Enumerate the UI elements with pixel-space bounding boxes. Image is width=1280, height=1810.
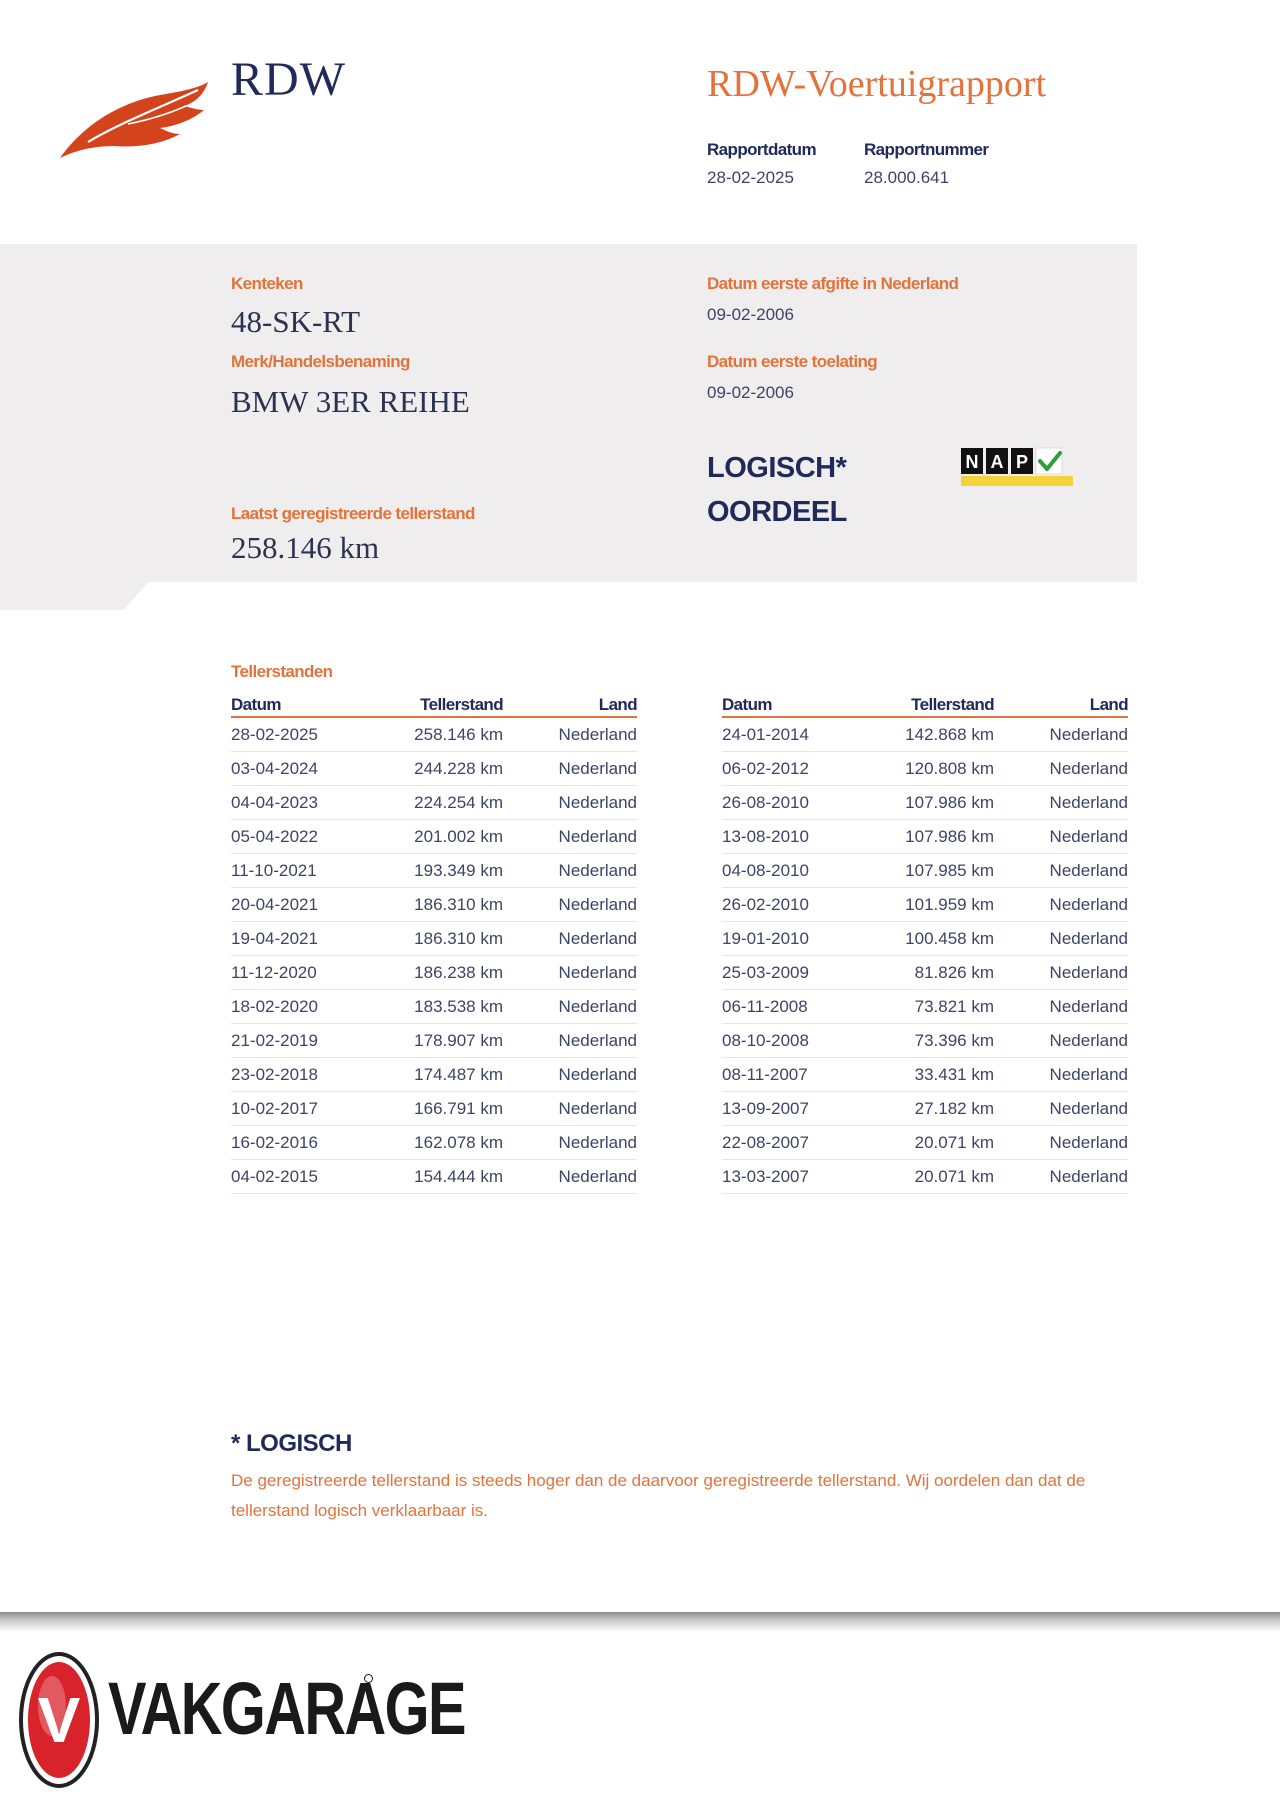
table-row	[722, 888, 1128, 922]
datum-cell: 26-02-2010	[722, 894, 809, 914]
datum-cell: 04-04-2023	[231, 792, 318, 812]
datum-cell: 04-08-2010	[722, 860, 809, 880]
land-cell: Nederland	[558, 860, 637, 880]
tellerstand-cell: 142.868 km	[905, 724, 994, 744]
table-row	[722, 854, 1128, 888]
tellerstand-cell: 178.907 km	[414, 1030, 503, 1050]
tellerstand-label: Laatst geregistreerde tellerstand	[231, 504, 475, 523]
table-row	[722, 922, 1128, 956]
land-cell: Nederland	[558, 962, 637, 982]
merk-label: Merk/Handelsbenaming	[231, 352, 410, 371]
datum-cell: 26-08-2010	[722, 792, 809, 812]
datum-cell: 25-03-2009	[722, 962, 809, 982]
tellerstand-cell: 33.431 km	[914, 1064, 994, 1084]
footer-divider	[0, 1612, 1280, 1632]
table-row	[722, 990, 1128, 1024]
tellerstand-cell: 81.826 km	[914, 962, 994, 982]
afgifte-label: Datum eerste afgifte in Nederland	[707, 274, 959, 293]
tellerstand-cell: 27.182 km	[914, 1098, 994, 1118]
column-land: Land	[1089, 695, 1128, 714]
land-cell: Nederland	[1049, 894, 1128, 914]
footnote-title: * LOGISCH	[231, 1430, 352, 1457]
land-cell: Nederland	[558, 928, 637, 948]
table-row	[231, 820, 637, 854]
land-cell: Nederland	[1049, 1098, 1128, 1118]
land-cell: Nederland	[1049, 1030, 1128, 1050]
land-cell: Nederland	[1049, 1132, 1128, 1152]
table-row	[231, 922, 637, 956]
afgifte-value: 09-02-2006	[707, 305, 794, 324]
datum-cell: 19-04-2021	[231, 928, 318, 948]
land-cell: Nederland	[558, 724, 637, 744]
vakgarage-logo-icon	[18, 1650, 100, 1790]
table-row	[722, 820, 1128, 854]
verdict-line-2: OORDEEL	[707, 496, 847, 528]
table-row	[722, 1160, 1128, 1194]
report-date-value: 28-02-2025	[707, 168, 794, 187]
land-cell: Nederland	[558, 758, 637, 778]
nap-badge-icon	[961, 446, 1073, 488]
datum-cell: 19-01-2010	[722, 928, 809, 948]
tellerstand-cell: 107.986 km	[905, 792, 994, 812]
land-cell: Nederland	[558, 894, 637, 914]
datum-cell: 10-02-2017	[231, 1098, 318, 1118]
table-row	[231, 990, 637, 1024]
datum-cell: 08-11-2007	[722, 1064, 808, 1084]
vakgarage-wordmark: VAKGARAGE	[108, 1667, 465, 1750]
nap-letter-a: A	[990, 452, 1004, 472]
column-land: Land	[598, 695, 637, 714]
land-cell: Nederland	[1049, 758, 1128, 778]
odometer-table-left	[231, 690, 637, 1194]
land-cell: Nederland	[1049, 928, 1128, 948]
table-row	[722, 786, 1128, 820]
datum-cell: 18-02-2020	[231, 996, 318, 1016]
land-cell: Nederland	[558, 792, 637, 812]
report-number-value: 28.000.641	[864, 168, 950, 187]
tellerstand-cell: 244.228 km	[414, 758, 503, 778]
table-row	[231, 888, 637, 922]
land-cell: Nederland	[1049, 1064, 1128, 1084]
table-row	[231, 1160, 637, 1194]
land-cell: Nederland	[558, 996, 637, 1016]
table-row	[722, 1092, 1128, 1126]
table-header	[231, 690, 637, 718]
odometer-table-right	[722, 690, 1128, 1194]
table-row	[722, 1024, 1128, 1058]
datum-cell: 21-02-2019	[231, 1030, 318, 1050]
tellerstand-cell: 186.310 km	[414, 928, 503, 948]
tellerstand-cell: 73.821 km	[914, 996, 994, 1016]
datum-cell: 22-08-2007	[722, 1132, 809, 1152]
footnote-text: De geregistreerde tellerstand is steeds hoger dan de daarvoor geregistreerde tellerstand. Wij oordelen dan dat de tellerstand logisch verklaarbaar is.	[231, 1471, 1086, 1520]
column-datum: Datum	[722, 695, 772, 714]
tellerstand-cell: 174.487 km	[414, 1064, 503, 1084]
datum-cell: 20-04-2021	[231, 894, 318, 914]
tellerstand-cell: 20.071 km	[914, 1132, 994, 1152]
tellerstand-cell: 162.078 km	[414, 1132, 503, 1152]
land-cell: Nederland	[1049, 962, 1128, 982]
brand-name: RDW	[231, 53, 346, 106]
tellerstand-cell: 154.444 km	[414, 1166, 503, 1186]
merk-value: BMW 3ER REIHE	[231, 384, 470, 419]
table-row	[231, 854, 637, 888]
land-cell: Nederland	[558, 1132, 637, 1152]
table-row	[722, 1058, 1128, 1092]
tellerstand-cell: 166.791 km	[414, 1098, 503, 1118]
land-cell: Nederland	[1049, 860, 1128, 880]
datum-cell: 28-02-2025	[231, 724, 318, 744]
tellerstand-cell: 183.538 km	[414, 996, 503, 1016]
land-cell: Nederland	[558, 1064, 637, 1084]
table-row	[722, 752, 1128, 786]
land-cell: Nederland	[1049, 996, 1128, 1016]
tellerstand-value: 258.146 km	[231, 530, 380, 565]
datum-cell: 11-10-2021	[231, 860, 317, 880]
toelating-label: Datum eerste toelating	[707, 352, 878, 371]
tellerstand-cell: 107.986 km	[905, 826, 994, 846]
table-body	[722, 718, 1128, 1194]
land-cell: Nederland	[1049, 826, 1128, 846]
datum-cell: 05-04-2022	[231, 826, 318, 846]
nap-letter-p: P	[1015, 452, 1029, 472]
datum-cell: 13-08-2010	[722, 826, 809, 846]
table-row	[231, 786, 637, 820]
table-row	[231, 718, 637, 752]
tellerstand-cell: 73.396 km	[914, 1030, 994, 1050]
land-cell: Nederland	[558, 1166, 637, 1186]
datum-cell: 11-12-2020	[231, 962, 317, 982]
datum-cell: 06-02-2012	[722, 758, 809, 778]
kenteken-value: 48-SK-RT	[231, 304, 361, 339]
table-row	[231, 1126, 637, 1160]
tellerstand-cell: 100.458 km	[905, 928, 994, 948]
datum-cell: 23-02-2018	[231, 1064, 318, 1084]
vehicle-info-panel	[0, 244, 1137, 610]
report-title: RDW-Voertuigrapport	[707, 63, 1047, 105]
table-row	[231, 1092, 637, 1126]
nap-letter-n: N	[965, 452, 979, 472]
table-header	[722, 690, 1128, 718]
table-row	[231, 752, 637, 786]
report-date-label: Rapportdatum	[707, 140, 816, 159]
verdict-line-1: LOGISCH*	[707, 452, 847, 484]
datum-cell: 04-02-2015	[231, 1166, 318, 1186]
toelating-value: 09-02-2006	[707, 383, 794, 402]
report-number-label: Rapportnummer	[864, 140, 989, 159]
tellerstand-cell: 20.071 km	[914, 1166, 994, 1186]
table-row	[231, 1024, 637, 1058]
tellerstand-cell: 101.959 km	[905, 894, 994, 914]
land-cell: Nederland	[1049, 1166, 1128, 1186]
column-tellerstand: Tellerstand	[911, 695, 994, 714]
datum-cell: 06-11-2008	[722, 996, 808, 1016]
tellerstand-cell: 186.310 km	[414, 894, 503, 914]
table-row	[722, 956, 1128, 990]
land-cell: Nederland	[558, 826, 637, 846]
tellerstand-cell: 186.238 km	[414, 962, 503, 982]
land-cell: Nederland	[558, 1098, 637, 1118]
vakgarage-logo-letter: V	[37, 1684, 81, 1756]
tellerstanden-title: Tellerstanden	[231, 662, 333, 681]
rdw-logo-icon	[58, 80, 210, 162]
land-cell: Nederland	[1049, 792, 1128, 812]
datum-cell: 13-03-2007	[722, 1166, 809, 1186]
datum-cell: 08-10-2008	[722, 1030, 809, 1050]
tellerstand-cell: 224.254 km	[414, 792, 503, 812]
tellerstand-cell: 258.146 km	[414, 724, 503, 744]
tellerstand-cell: 107.985 km	[905, 860, 994, 880]
table-row	[231, 1058, 637, 1092]
kenteken-label: Kenteken	[231, 274, 303, 293]
land-cell: Nederland	[558, 1030, 637, 1050]
table-row	[722, 718, 1128, 752]
tellerstand-cell: 201.002 km	[414, 826, 503, 846]
table-row	[722, 1126, 1128, 1160]
table-body	[231, 718, 637, 1194]
datum-cell: 13-09-2007	[722, 1098, 809, 1118]
registered-mark-icon	[364, 1674, 373, 1683]
land-cell: Nederland	[1049, 724, 1128, 744]
column-tellerstand: Tellerstand	[420, 695, 503, 714]
column-datum: Datum	[231, 695, 281, 714]
tellerstand-cell: 120.808 km	[905, 758, 994, 778]
tellerstand-cell: 193.349 km	[414, 860, 503, 880]
table-row	[231, 956, 637, 990]
datum-cell: 16-02-2016	[231, 1132, 318, 1152]
datum-cell: 03-04-2024	[231, 758, 318, 778]
datum-cell: 24-01-2014	[722, 724, 809, 744]
